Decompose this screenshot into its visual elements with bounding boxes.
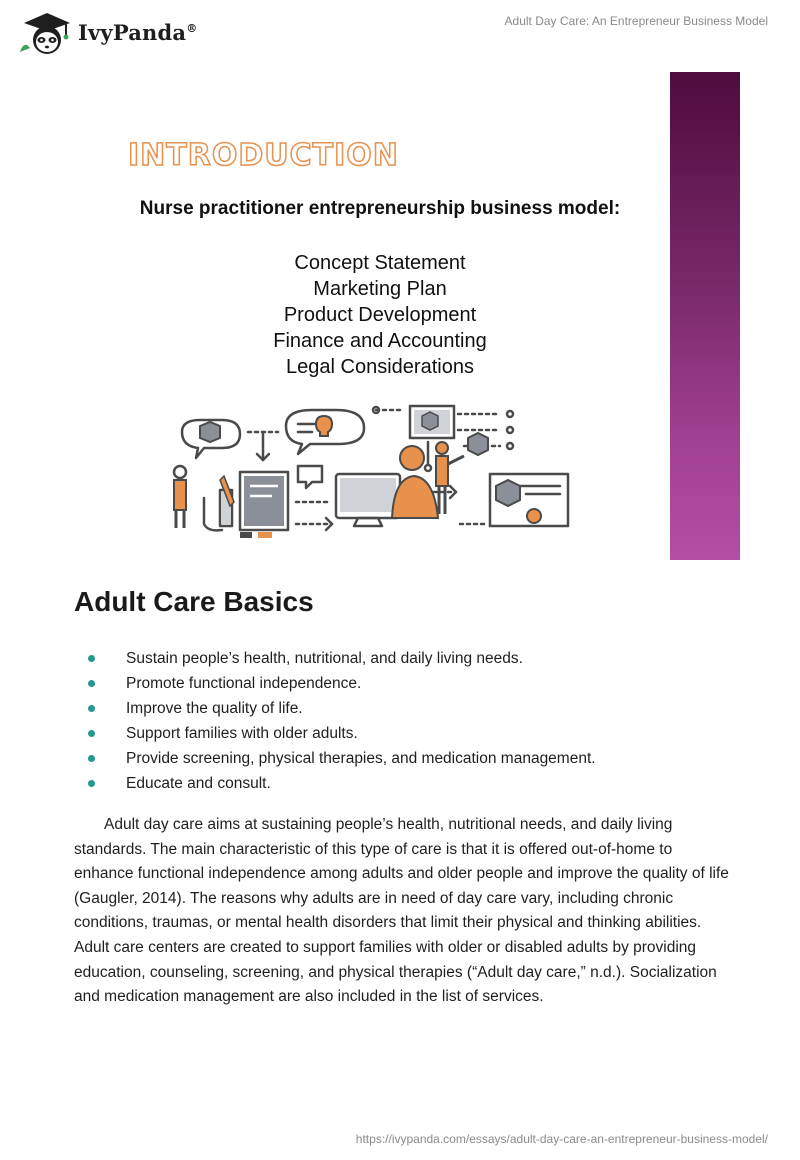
bullet-dot-icon	[88, 780, 95, 787]
document-title: Adult Day Care: An Entrepreneur Business Model	[504, 14, 768, 28]
introduction-slide	[70, 72, 740, 560]
source-url-link[interactable]: https://ivypanda.com/essays/adult-day-care-an-entrepreneur-business-model/	[355, 1132, 768, 1146]
list-item: Improve the quality of life.	[74, 696, 754, 721]
list-item: Provide screening, physical therapies, and medication management.	[74, 746, 754, 771]
list-item: Promote functional independence.	[74, 671, 754, 696]
slide-topic-item: Legal Considerations	[286, 356, 474, 378]
body-paragraph: Adult day care aims at sustaining people’s health, nutritional needs, and daily living standards. The main characteristic of this type of care is that it is offered out-of-home to enhance functional independence among adults and older people and improve the quality of life (Gaugler, 2014). The reasons why adults are in need of day care vary, including chronic conditions, traumas, or mental health disorders that limit their physical and thinking abilities. Adult care centers are created to support families with older or disabled adults by providing education, counseling, screening, and physical therapies (“Adult day care,” n.d.). Socialization and medication management are also included in the list of services.	[74, 816, 729, 1006]
slide-topic-item: Concept Statement	[294, 252, 466, 274]
bullet-dot-icon	[88, 705, 95, 712]
panda-logo-icon	[16, 10, 78, 56]
bullet-dot-icon	[88, 680, 95, 687]
list-item: Educate and consult.	[74, 771, 754, 796]
slide-topic-item: Marketing Plan	[313, 278, 447, 300]
slide-heading: INTRODUCTION	[128, 138, 399, 173]
bullet-dot-icon	[88, 755, 95, 762]
logo-wordmark[interactable]: IvyPanda®	[78, 20, 198, 45]
section-heading: Adult Care Basics	[74, 586, 314, 617]
slide-topic-list	[70, 250, 690, 380]
business-process-illustration-icon	[160, 402, 580, 552]
list-item: Support families with older adults.	[74, 721, 754, 746]
slide-topic-item: Finance and Accounting	[273, 330, 487, 352]
bullet-dot-icon	[88, 655, 95, 662]
care-basics-list	[74, 646, 754, 796]
slide-topic-item: Product Development	[283, 304, 477, 326]
bullet-dot-icon	[88, 730, 95, 737]
registered-mark: ®	[186, 22, 198, 35]
slide-subtitle: Nurse practitioner entrepreneurship business model:	[139, 198, 621, 219]
list-item: Sustain people’s health, nutritional, and daily living needs.	[74, 646, 754, 671]
